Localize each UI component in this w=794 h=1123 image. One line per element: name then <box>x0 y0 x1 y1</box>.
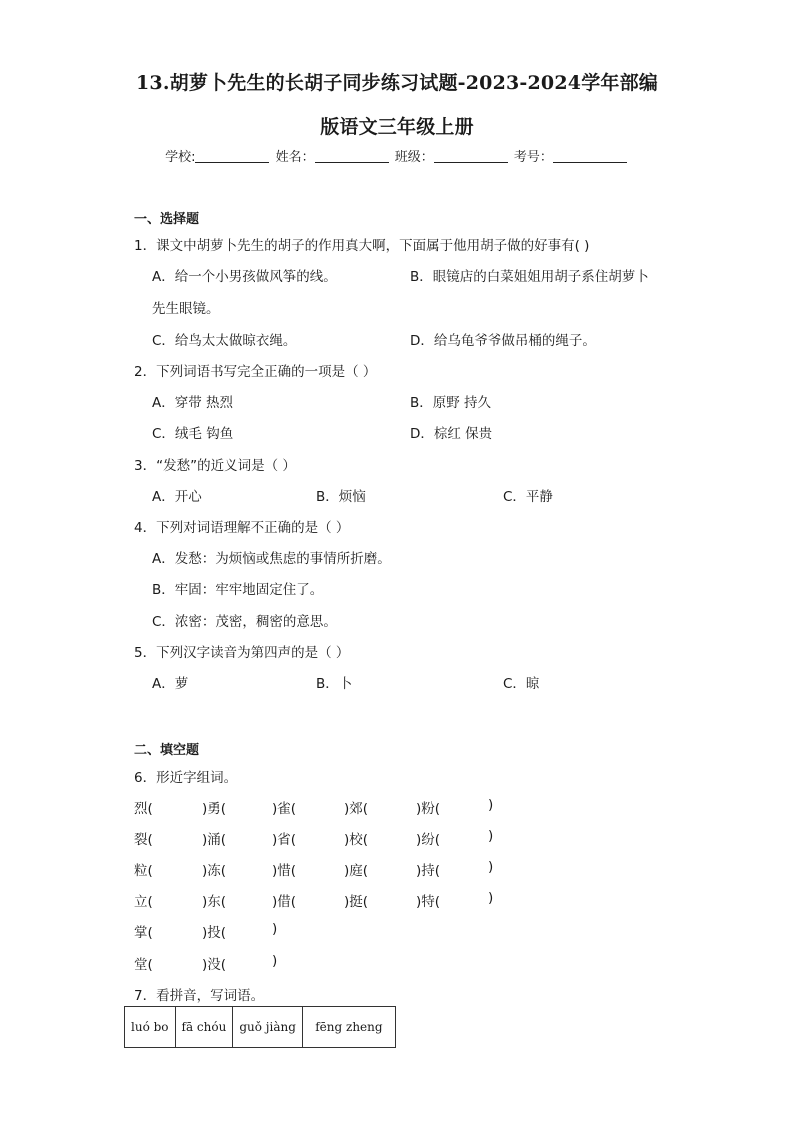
q1-option-a[interactable]: A．给一个小男孩做风筝的线。 <box>152 269 337 285</box>
q7-stem: 7．看拼音，写词语。 <box>134 988 265 1004</box>
q6-cell[interactable]: ) <box>272 921 278 937</box>
q6-cell[interactable]: 粒( <box>134 863 153 879</box>
q6-cell[interactable]: 裂( <box>134 832 153 848</box>
q5-option-a[interactable]: A．萝 <box>152 676 189 692</box>
q6-cell[interactable]: ) <box>272 953 278 969</box>
q6-cell[interactable]: )庭( <box>344 863 369 879</box>
q3-stem: 3．“发愁”的近义词是（ ） <box>134 458 296 474</box>
q6-cell[interactable]: )借( <box>272 894 297 910</box>
q6-cell[interactable]: )涌( <box>202 832 227 848</box>
q6-cell[interactable]: )特( <box>416 894 441 910</box>
q3-option-c[interactable]: C．平静 <box>503 489 553 505</box>
q6-cell[interactable]: )勇( <box>202 801 227 817</box>
pinyin-cell[interactable]: luó bo <box>125 1007 176 1048</box>
q4-option-a[interactable]: A．发愁：为烦恼或焦虑的事情所折磨。 <box>152 551 391 567</box>
q7-pinyin-table <box>124 1006 396 1048</box>
q6-cell[interactable]: 堂( <box>134 957 153 973</box>
q6-cell[interactable]: ) <box>488 890 494 906</box>
q6-cell[interactable]: )郊( <box>344 801 369 817</box>
pinyin-row <box>125 1007 396 1048</box>
q4-stem: 4．下列对词语理解不正确的是（ ） <box>134 520 350 536</box>
doc-title-line1: 13.胡萝卜先生的长胡子同步练习试题-2023-2024学年部编 <box>136 72 658 94</box>
q6-cell[interactable]: )省( <box>272 832 297 848</box>
pinyin-cell[interactable]: fēng zheng <box>302 1007 395 1048</box>
q5-stem: 5．下列汉字读音为第四声的是（ ） <box>134 645 350 661</box>
q6-cell[interactable]: )挺( <box>344 894 369 910</box>
q6-cell[interactable]: ) <box>488 859 494 875</box>
q6-cell[interactable]: 掌( <box>134 925 153 941</box>
section-heading-fill: 二、填空题 <box>134 743 200 758</box>
doc-title-line2: 版语文三年级上册 <box>320 116 474 138</box>
q3-option-a[interactable]: A．开心 <box>152 489 202 505</box>
exam-no-label: 考号： <box>513 150 553 165</box>
q6-cell[interactable]: ) <box>488 828 494 844</box>
school-label: 学校: <box>165 150 196 165</box>
q6-cell[interactable]: )雀( <box>272 801 297 817</box>
q2-option-c[interactable]: C．绒毛 钩鱼 <box>152 426 234 442</box>
q6-cell[interactable]: ) <box>488 797 494 813</box>
q2-option-a[interactable]: A．穿带 热烈 <box>152 395 234 411</box>
class-label: 班级： <box>394 150 434 165</box>
q1-option-b-continued: 先生眼镜。 <box>152 301 220 317</box>
q6-cell[interactable]: )粉( <box>416 801 441 817</box>
q2-stem: 2．下列词语书写完全正确的一项是（ ） <box>134 364 377 380</box>
student-info-line <box>0 146 794 165</box>
q6-cell[interactable]: )东( <box>202 894 227 910</box>
q6-cell[interactable]: )纷( <box>416 832 441 848</box>
q2-option-b[interactable]: B．原野 持久 <box>410 395 492 411</box>
pinyin-cell[interactable]: guǒ jiàng <box>233 1007 303 1048</box>
q1-stem: 1．课文中胡萝卜先生的胡子的作用真大啊，下面属于他用胡子做的好事有( ) <box>134 238 590 254</box>
name-label: 姓名： <box>275 150 315 165</box>
q2-option-d[interactable]: D．棕红 保贵 <box>410 426 493 442</box>
q3-option-b[interactable]: B．烦恼 <box>316 489 366 505</box>
school-blank[interactable] <box>195 150 269 163</box>
q4-option-c[interactable]: C．浓密：茂密，稠密的意思。 <box>152 614 337 630</box>
q6-cell[interactable]: )惜( <box>272 863 297 879</box>
q4-option-b[interactable]: B．牢固：牢牢地固定住了。 <box>152 582 324 598</box>
name-blank[interactable] <box>315 150 389 163</box>
q1-option-d[interactable]: D．给乌龟爷爷做吊桶的绳子。 <box>410 333 596 349</box>
q1-option-c[interactable]: C．给鸟太太做晾衣绳。 <box>152 333 297 349</box>
q6-cell[interactable]: )校( <box>344 832 369 848</box>
q6-cell[interactable]: 立( <box>134 894 153 910</box>
q6-cell[interactable]: )冻( <box>202 863 227 879</box>
q6-cell[interactable]: )没( <box>202 957 227 973</box>
class-blank[interactable] <box>434 150 508 163</box>
q6-cell[interactable]: 烈( <box>134 801 153 817</box>
exam-no-blank[interactable] <box>553 150 627 163</box>
q1-option-b[interactable]: B．眼镜店的白菜姐姐用胡子系住胡萝卜 <box>410 269 649 285</box>
q6-stem: 6．形近字组词。 <box>134 770 238 786</box>
q6-cell[interactable]: )投( <box>202 925 227 941</box>
section-heading-choice: 一、选择题 <box>134 212 200 227</box>
q5-option-b[interactable]: B．卜 <box>316 676 353 692</box>
q6-cell[interactable]: )持( <box>416 863 441 879</box>
pinyin-cell[interactable]: fā chóu <box>175 1007 233 1048</box>
q5-option-c[interactable]: C．晾 <box>503 676 540 692</box>
